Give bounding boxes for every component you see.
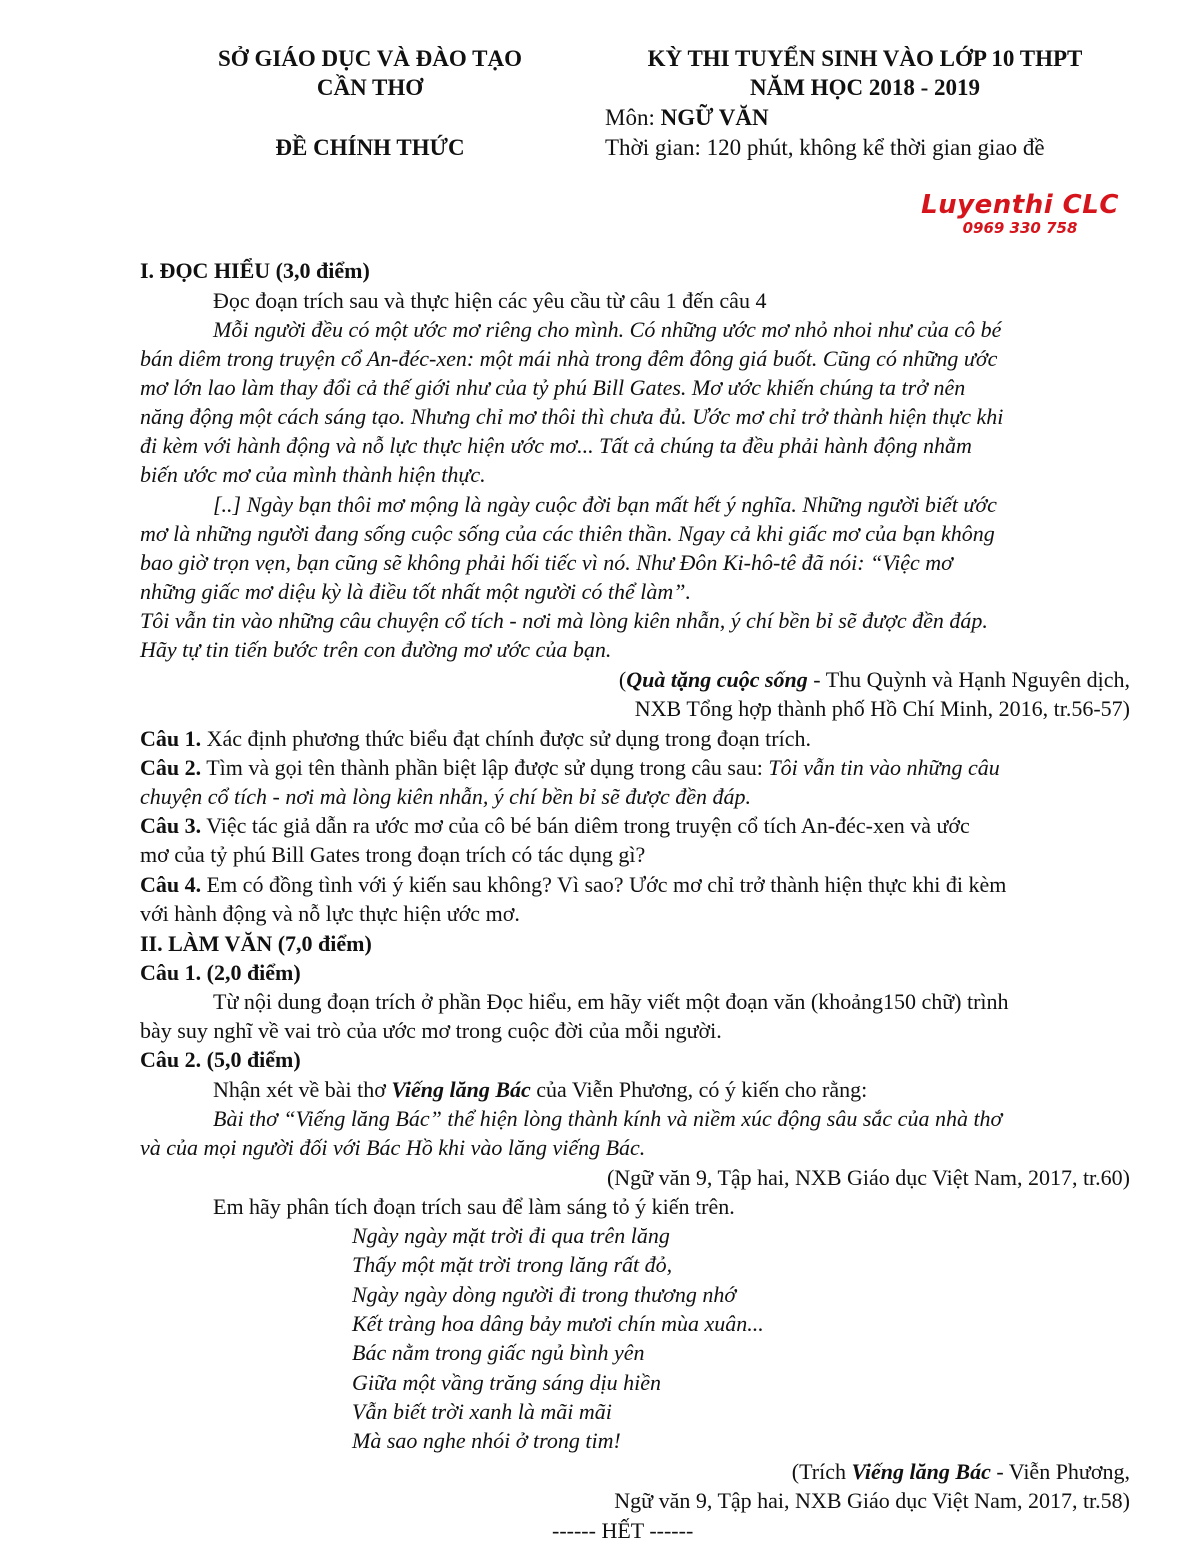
passage-line: bao giờ trọn vẹn, bạn cũng sẽ không phải hối tiếc vì nó. Như Đôn Ki-hô-tê đã nói: “Việc mơ	[140, 550, 953, 575]
question-3-label: Câu 3.	[140, 813, 202, 838]
passage-line: năng động một cách sáng tạo. Nhưng chỉ mơ thôi thì chưa đủ. Ước mơ chỉ trở thành hiện thực khi	[140, 404, 1004, 429]
essay-1-text-cont: bày suy nghĩ về vai trò của ước mơ trong cuộc đời của mỗi người.	[140, 1018, 722, 1043]
question-3-text: Việc tác giả dẫn ra ước mơ của cô bé bán diêm trong truyện cổ tích An-đéc-xen và ước	[201, 813, 970, 838]
essay-2-quote-cont: và của mọi người đối với Bác Hồ khi vào lăng viếng Bác.	[140, 1135, 646, 1160]
question-4-cont: với hành động và nỗ lực thực hiện ước mơ.	[140, 901, 520, 926]
question-4	[140, 872, 1006, 898]
source-title: Quà tặng cuộc sống	[626, 667, 808, 692]
subject-value: NGỮ VĂN	[660, 105, 769, 130]
passage-line: những giấc mơ diệu kỳ là điều tốt nhất một người có thể làm”.	[140, 579, 691, 604]
question-2	[140, 755, 1000, 781]
watermark-phone: 0969 330 758	[962, 219, 1078, 237]
watermark-name: Luyenthi CLC	[921, 190, 1119, 220]
official-exam-label: ĐỀ CHÍNH THỨC	[275, 135, 465, 160]
essay-1-heading: Câu 1. (2,0 điểm)	[140, 960, 301, 985]
poem-line: Thấy một mặt trời trong lăng rất đỏ,	[352, 1252, 673, 1277]
question-1	[140, 726, 811, 752]
poem-line: Vẫn biết trời xanh là mãi mãi	[352, 1399, 612, 1424]
time-limit: Thời gian: 120 phút, không kể thời gian giao đề	[605, 135, 1045, 160]
passage-line: [..] Ngày bạn thôi mơ mộng là ngày cuộc đời bạn mất hết ý nghĩa. Những người biết ước	[213, 492, 997, 517]
poem-title: Viếng lăng Bác	[391, 1077, 531, 1102]
department-name: SỞ GIÁO DỤC VÀ ĐÀO TẠO	[218, 46, 522, 71]
essay-2-intro	[213, 1077, 867, 1103]
essay-2-intro-b: của Viễn Phương, có ý kiến cho rằng:	[530, 1077, 868, 1102]
essay-1-text: Từ nội dung đoạn trích ở phần Đọc hiểu, em hãy viết một đoạn văn (khoảng150 chữ) trình	[213, 989, 1009, 1014]
subject-line	[605, 105, 769, 131]
section-2-heading: II. LÀM VĂN (7,0 điểm)	[140, 931, 372, 956]
passage-source	[619, 667, 1130, 693]
question-3	[140, 813, 970, 839]
poem-source-title: Viếng lăng Bác	[851, 1459, 991, 1484]
passage-line: Tôi vẫn tin vào những câu chuyện cổ tích - nơi mà lòng kiên nhẫn, ý chí bền bỉ sẽ được đền đáp.	[140, 608, 988, 633]
question-3-cont: mơ của tỷ phú Bill Gates trong đoạn trích có tác dụng gì?	[140, 842, 646, 867]
end-marker: ------ HẾT ------	[552, 1518, 694, 1543]
poem-source-b: - Viễn Phương,	[990, 1459, 1130, 1484]
city-name: CẦN THƠ	[316, 75, 424, 100]
passage-line: biến ước mơ của mình thành hiện thực.	[140, 462, 486, 487]
question-4-label: Câu 4.	[140, 872, 202, 897]
source-open: (	[618, 667, 627, 692]
question-2-text: Tìm và gọi tên thành phần biệt lập được sử dụng trong câu sau:	[201, 755, 769, 780]
essay-2-quote-source: (Ngữ văn 9, Tập hai, NXB Giáo dục Việt Nam, 2017, tr.60)	[606, 1165, 1130, 1190]
passage-source-publisher: NXB Tổng hợp thành phố Hồ Chí Minh, 2016, tr.56-57)	[634, 696, 1130, 721]
poem-line: Mà sao nghe nhói ở trong tim!	[352, 1428, 621, 1453]
watermark-logo	[900, 190, 1140, 236]
essay-2-task: Em hãy phân tích đoạn trích sau để làm sáng tỏ ý kiến trên.	[213, 1194, 735, 1219]
subject-label: Môn:	[605, 105, 661, 130]
poem-line: Giữa một vầng trăng sáng dịu hiền	[352, 1370, 661, 1395]
passage-line: bán diêm trong truyện cổ An-đéc-xen: một mái nhà trong đêm đông giá buốt. Cũng có những ước	[140, 346, 998, 371]
school-year: NĂM HỌC 2018 - 2019	[750, 75, 980, 100]
poem-source-a: (Trích	[791, 1459, 852, 1484]
poem-line: Ngày ngày mặt trời đi qua trên lăng	[352, 1223, 670, 1248]
passage-line: đi kèm với hành động và nỗ lực thực hiện ước mơ... Tất cả chúng ta đều phải hành động nhằm	[140, 433, 972, 458]
passage-line: mơ là những người đang sống cuộc sống của các thiên thần. Ngay cả khi giấc mơ của bạn không	[140, 521, 995, 546]
essay-2-quote: Bài thơ “Viếng lăng Bác” thể hiện lòng thành kính và niềm xúc động sâu sắc của nhà thơ	[213, 1106, 1003, 1131]
poem-source-publisher: Ngữ văn 9, Tập hai, NXB Giáo dục Việt Nam, 2017, tr.58)	[614, 1488, 1130, 1513]
question-2-quote-cont: chuyện cổ tích - nơi mà lòng kiên nhẫn, ý chí bền bỉ sẽ được đền đáp.	[140, 784, 751, 809]
section-1-intro: Đọc đoạn trích sau và thực hiện các yêu cầu từ câu 1 đến câu 4	[213, 288, 767, 313]
poem-line: Ngày ngày dòng người đi trong thương nhớ	[352, 1282, 737, 1307]
poem-line: Kết tràng hoa dâng bảy mươi chín mùa xuân...	[352, 1311, 764, 1336]
poem-source	[792, 1459, 1130, 1485]
passage-line: mơ lớn lao làm thay đổi cả thế giới như của tỷ phú Bill Gates. Mơ ước khiến chúng ta trở nên	[140, 375, 966, 400]
question-1-text: Xác định phương thức biểu đạt chính được sử dụng trong đoạn trích.	[201, 726, 811, 751]
question-2-quote: Tôi vẫn tin vào những câu	[768, 755, 1000, 780]
question-2-label: Câu 2.	[140, 755, 202, 780]
passage-line: Mỗi người đều có một ước mơ riêng cho mình. Có những ước mơ nhỏ nhoi như của cô bé	[213, 317, 1002, 342]
essay-2-intro-a: Nhận xét về bài thơ	[213, 1077, 392, 1102]
question-1-label: Câu 1.	[140, 726, 202, 751]
source-translators: - Thu Quỳnh và Hạnh Nguyên dịch,	[807, 667, 1130, 692]
poem-line: Bác nằm trong giấc ngủ bình yên	[352, 1340, 645, 1365]
exam-title: KỲ THI TUYỂN SINH VÀO LỚP 10 THPT	[647, 46, 1083, 71]
essay-2-heading: Câu 2. (5,0 điểm)	[140, 1047, 301, 1072]
question-4-text: Em có đồng tình với ý kiến sau không? Vì sao? Ước mơ chỉ trở thành hiện thực khi đi kèm	[201, 872, 1007, 897]
passage-line: Hãy tự tin tiến bước trên con đường mơ ước của bạn.	[140, 637, 612, 662]
section-1-heading: I. ĐỌC HIỂU (3,0 điểm)	[140, 258, 370, 283]
